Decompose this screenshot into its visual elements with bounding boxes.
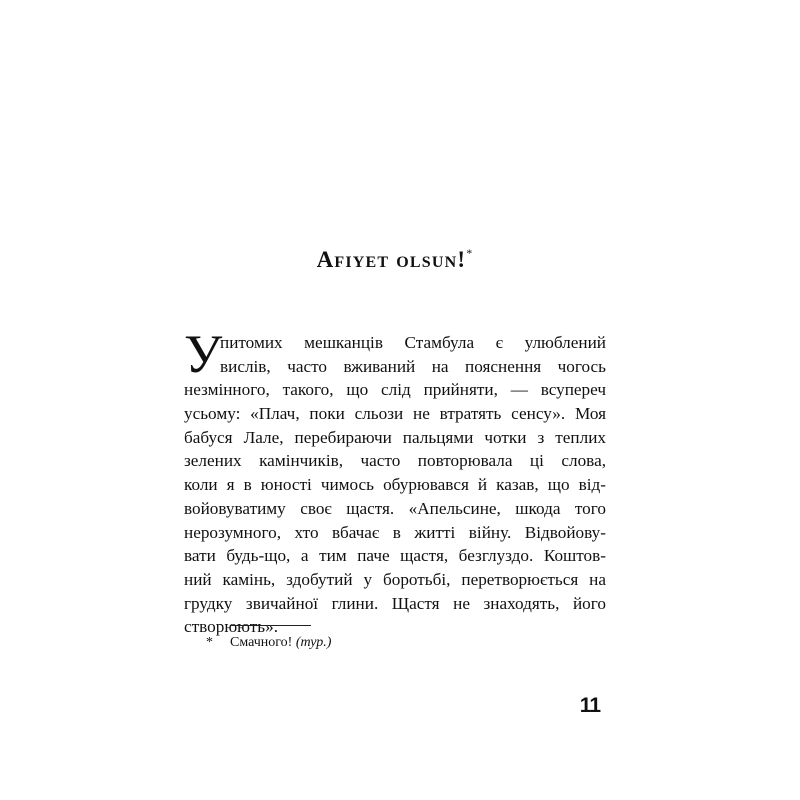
footnote-language: (тур.) bbox=[295, 635, 332, 650]
body-line: войовуватиму своє щастя. «Апельсине, шкода того bbox=[184, 498, 606, 518]
body-line: вати будь-що, а тим паче щастя, безглуздо. Коштов- bbox=[184, 546, 606, 566]
footnote-divider bbox=[231, 625, 311, 626]
footnote bbox=[206, 634, 331, 652]
footnote-reference-marker: * bbox=[466, 246, 474, 260]
body-line: коли я в юності чимось обурювався й казав, що від- bbox=[184, 475, 606, 495]
chapter-title bbox=[185, 246, 605, 273]
footnote-marker: * bbox=[206, 635, 213, 650]
body-line: вислів, часто вживаний на пояснення чогось bbox=[220, 356, 606, 376]
body-line: питомих мешканців Стамбула є улюблений bbox=[220, 333, 606, 352]
body-line: нерозумного, хто вбачає в житті війну. Відвойову- bbox=[184, 522, 606, 542]
body-line: незмінного, такого, що слід прийняти, — всупереч bbox=[184, 380, 606, 400]
chapter-title-text: Afiyet olsun! bbox=[316, 247, 467, 272]
body-line: бабуся Лале, перебираючи пальцями чотки з теплих bbox=[184, 427, 606, 447]
body-line: створюють». bbox=[184, 617, 279, 637]
footnote-text: Смачного! bbox=[230, 635, 293, 650]
body-line: усьому: «Плач, поки сльози не втратять сенсу». Моя bbox=[184, 404, 606, 424]
drop-cap-letter: У bbox=[184, 324, 223, 384]
body-line: ний камінь, здобутий у боротьбі, перетворюється на bbox=[184, 569, 606, 589]
page-number: 11 bbox=[579, 694, 600, 717]
body-line: зелених камінчиків, часто повторювала ці слова, bbox=[184, 451, 606, 471]
body-line: грудку звичайної глини. Щастя не знаходять, його bbox=[184, 593, 606, 613]
chapter-body bbox=[184, 324, 606, 639]
